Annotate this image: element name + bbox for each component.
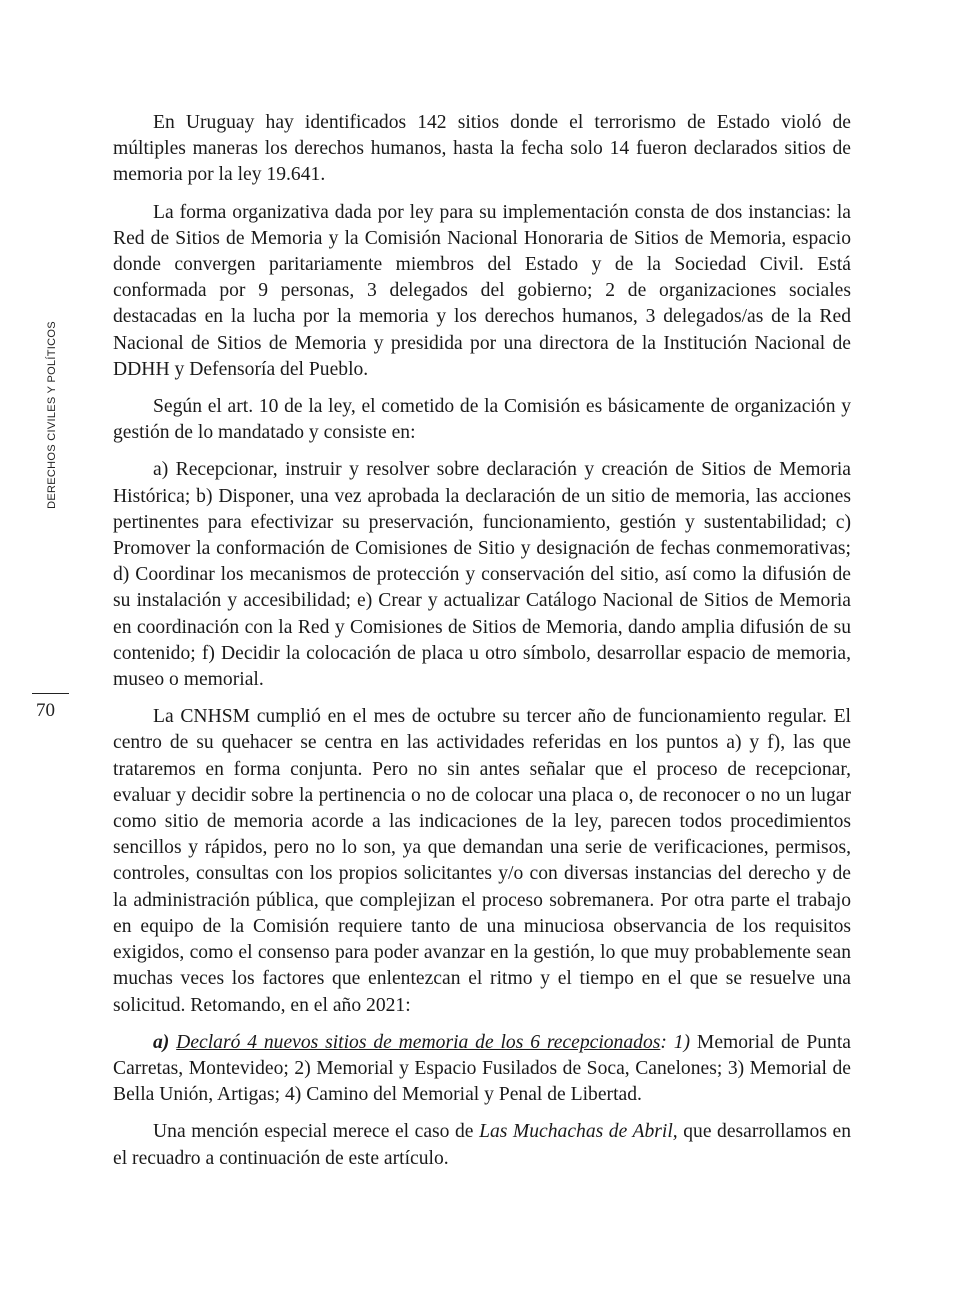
page-number: 70	[36, 700, 55, 721]
paragraph-5: La CNHSM cumplió en el mes de octubre su tercer año de funcionamiento regular. El centro de su quehacer se centra en las actividades referidas en los puntos a) y f), las que trataremos en forma conjunta. Pero no sin antes señalar que el proceso de recepcionar, evaluar y decidir sobre la pertinencia o no de colocar una placa o, de reconocer o no un lugar como sitio de memoria acorde a las indicaciones de la ley, parecen todos procedimientos sencillos y rápidos, pero no lo son, ya que demandan una serie de verificaciones, permisos, controles, consultas con los propios solicitantes y/o con diversas instancias del derecho y de la administración pública, que complejizan el proceso sobremanera. Por otra parte el trabajo en equipo de la Comisión requiere tanto de una minuciosa observancia de los requisitos exigidos, como el consenso para poder avanzar en la gestión, lo que muy probablemente sean muchas veces los factores que enlentezcan el ritmo y el tiempo en el que se resuelve una solicitud. Retomando, en el año 2021:	[113, 706, 851, 1016]
article-body	[113, 110, 851, 1183]
paragraph-7	[113, 1119, 851, 1171]
paragraph-2: La forma organizativa dada por ley para su implementación consta de dos instancias: la Red de Sitios de Memoria y la Comisión Nacional Honoraria de Sitios de Memoria, espacio donde convergen paritariamente miembros del Estado y de la Sociedad Civil. Está conformada por 9 personas, 3 delegados del gobierno; 2 de organizaciones sociales destacadas en la lucha por la memoria y los derechos humanos, 3 delegados/as de la Red Nacional de Sitios de Memoria y presidida por una directora de la Institución Nacional de DDHH y Defensoría del Pueblo.	[113, 201, 851, 380]
running-head	[45, 318, 59, 512]
item-text: Memorial de Punta Carretas, Montevideo; 2) Memorial y Espacio Fusilados de Soca, Canelones; 3) Memorial de Bella Unión, Artigas; 4) Camino del Memorial y Penal de Libertad.	[113, 1031, 851, 1106]
paragraph-4-list: a) Recepcionar, instruir y resolver sobre declaración y creación de Sitios de Memoria Histórica; b) Disponer, una vez aprobada la declaración de un sitio de memoria, las acciones pertinentes para efectivizar su preservación, funcionamiento, gestión y sustentabilidad; c) Promover la conformación de Comisiones de Sitio y designación de fechas conmemorativas; d) Coordinar los mecanismos de protección y conservación del sitio, así como la difusión de su instalación y accesibilidad; e) Crear y actualizar Catálogo Nacional de Sitios de Memoria en coordinación con la Red y Comisiones de Sitios de Memoria, dando amplia difusión de su contenido; f) Decidir la colocación de placa u otro símbolo, desarrollar espacio de memoria, museo o memorial.	[113, 459, 851, 691]
paragraph-7-title: Las Muchachas de Abril,	[479, 1121, 678, 1143]
item-number: : 1)	[660, 1031, 691, 1053]
paragraph-6-item-a	[113, 1030, 851, 1109]
paragraph-3: Según el art. 10 de la ley, el cometido de la Comisión es básicamente de organización y gestión de lo mandatado y consiste en:	[113, 396, 851, 444]
page-number-rule	[32, 693, 69, 694]
paragraph-7-after: que desarrollamos en el recuadro a continuación de este artículo.	[113, 1121, 852, 1169]
paragraph-7-before: Una mención especial merece el caso de	[153, 1121, 480, 1143]
paragraph-1: En Uruguay hay identificados 142 sitios donde el terrorismo de Estado violó de múltiples maneras los derechos humanos, hasta la fecha solo 14 fueron declarados sitios de memoria por la ley 19.641.	[113, 112, 851, 186]
running-head-text: DERECHOS CIVILES Y POLÍTICOS	[46, 321, 58, 509]
item-heading: Declaró 4 nuevos sitios de memoria de los 6 recepcionados	[176, 1031, 661, 1053]
item-label: a)	[153, 1031, 170, 1053]
